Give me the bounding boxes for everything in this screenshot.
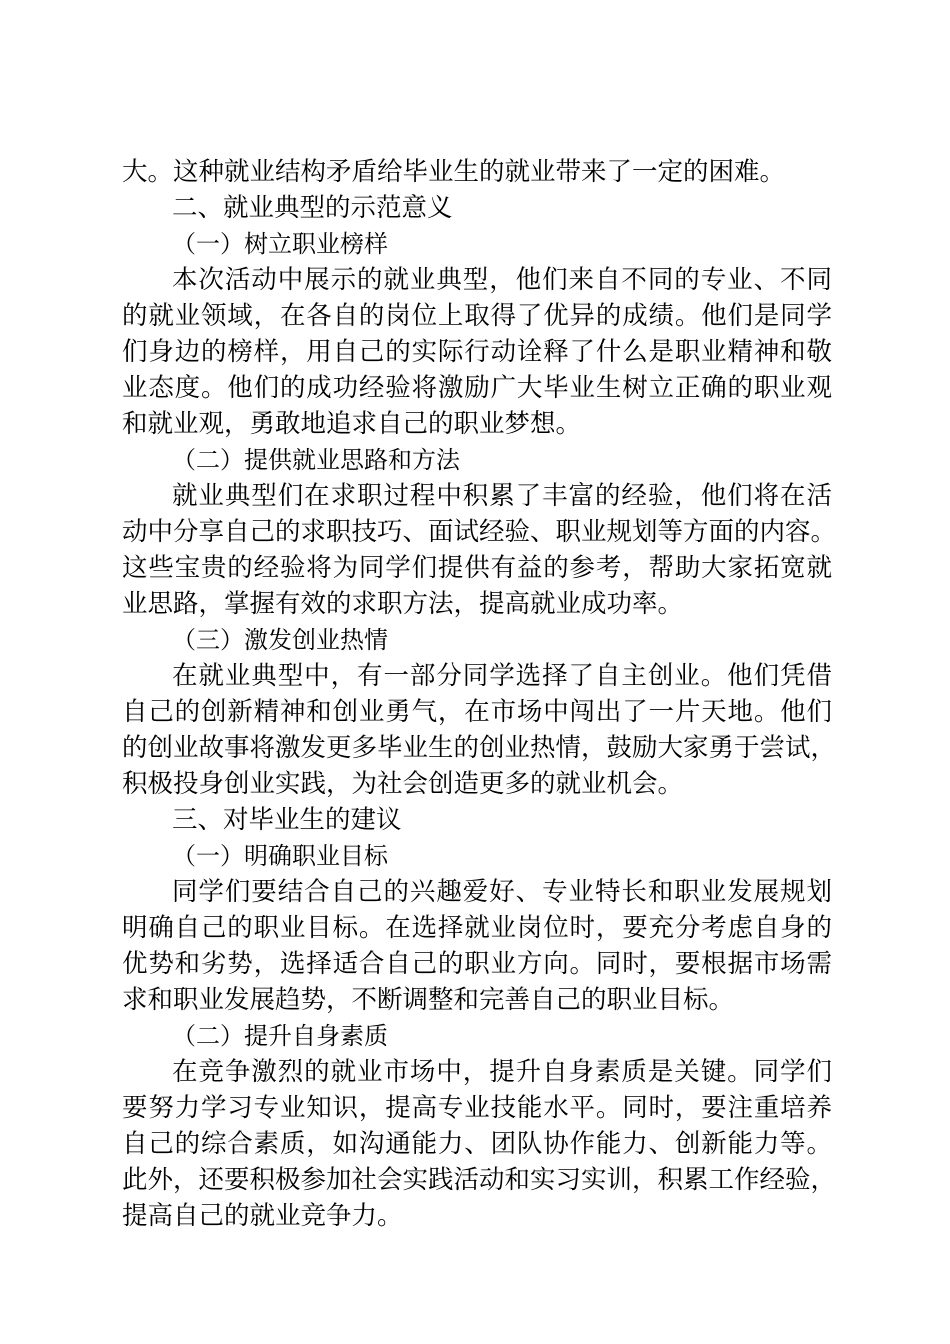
paragraph-line: 业态度。他们的成功经验将激励广大毕业生树立正确的职业观: [122, 373, 832, 403]
paragraph-line: 本次活动中展示的就业典型，他们来自不同的专业、不同: [172, 265, 832, 295]
paragraph-line: 业思路，掌握有效的求职方法，提高就业成功率。: [122, 589, 684, 619]
paragraph-line: 在就业典型中，有一部分同学选择了自主创业。他们凭借: [172, 661, 832, 691]
section-heading: 三、对毕业生的建议: [172, 805, 402, 835]
subsection-heading: （二）提升自身素质: [172, 1022, 388, 1050]
paragraph-line: 们身边的榜样，用自己的实际行动诠释了什么是职业精神和敬: [122, 337, 832, 367]
paragraph-line: 就业典型们在求职过程中积累了丰富的经验，他们将在活: [172, 481, 832, 511]
paragraph-line: 这些宝贵的经验将为同学们提供有益的参考，帮助大家拓宽就: [122, 553, 832, 583]
paragraph-line: 和就业观，勇敢地追求自己的职业梦想。: [122, 409, 582, 439]
paragraph-line: 大。这种就业结构矛盾给毕业生的就业带来了一定的困难。: [122, 157, 786, 187]
paragraph-line: 提高自己的就业竞争力。: [122, 1201, 403, 1231]
subsection-heading: （二）提供就业思路和方法: [172, 446, 460, 474]
paragraph-line: 积极投身创业实践，为社会创造更多的就业机会。: [122, 769, 684, 799]
paragraph-line: 要努力学习专业知识，提高专业技能水平。同时，要注重培养: [122, 1093, 832, 1123]
paragraph-line: 的创业故事将激发更多毕业生的创业热情，鼓励大家勇于尝试，: [122, 733, 837, 763]
subsection-heading: （三）激发创业热情: [172, 626, 388, 654]
paragraph-line: 优势和劣势，选择适合自己的职业方向。同时，要根据市场需: [122, 949, 832, 979]
paragraph-line: 的就业领域，在各自的岗位上取得了优异的成绩。他们是同学: [122, 301, 832, 331]
paragraph-line: 在竞争激烈的就业市场中，提升自身素质是关键。同学们: [172, 1057, 832, 1087]
paragraph-line: 此外，还要积极参加社会实践活动和实习实训，积累工作经验，: [122, 1165, 837, 1195]
paragraph-line: 自己的创新精神和创业勇气，在市场中闯出了一片天地。他们: [122, 697, 832, 727]
subsection-heading: （一）树立职业榜样: [172, 230, 388, 258]
subsection-heading: （一）明确职业目标: [172, 842, 388, 870]
paragraph-line: 同学们要结合自己的兴趣爱好、专业特长和职业发展规划: [172, 877, 832, 907]
paragraph-line: 动中分享自己的求职技巧、面试经验、职业规划等方面的内容。: [122, 517, 837, 547]
section-heading: 二、就业典型的示范意义: [172, 193, 453, 223]
paragraph-line: 明确自己的职业目标。在选择就业岗位时，要充分考虑自身的: [122, 913, 832, 943]
paragraph-line: 自己的综合素质，如沟通能力、团队协作能力、创新能力等。: [122, 1129, 832, 1159]
paragraph-line: 求和职业发展趋势，不断调整和完善自己的职业目标。: [122, 985, 735, 1015]
